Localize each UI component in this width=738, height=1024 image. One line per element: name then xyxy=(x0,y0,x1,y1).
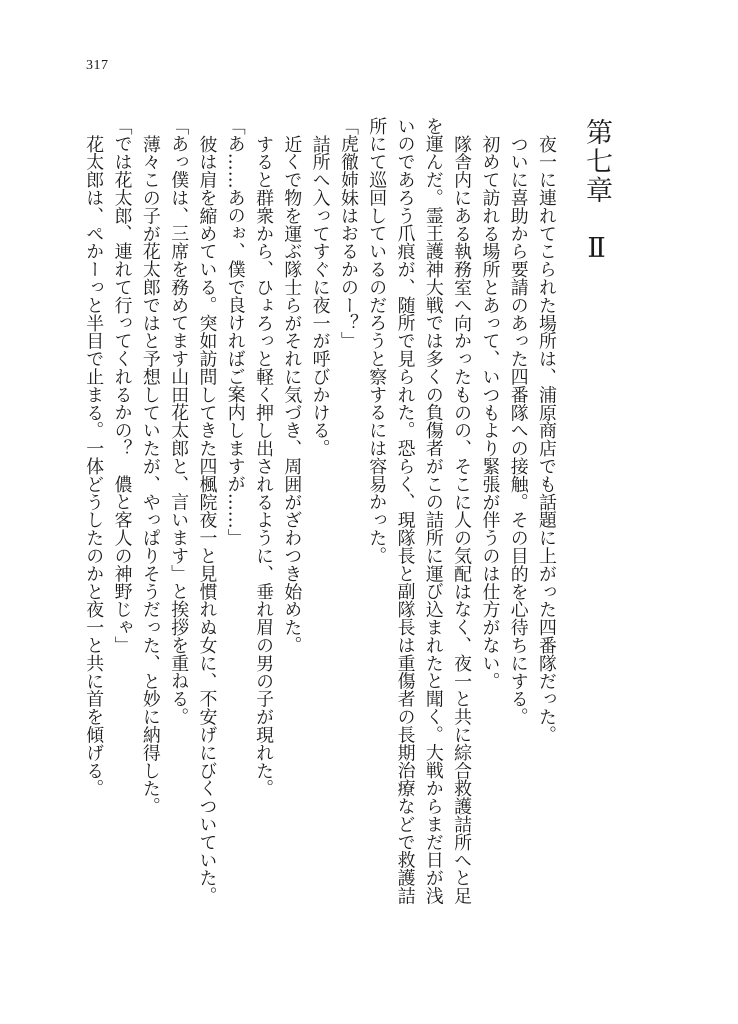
text-line: 薄々この子が花太郎ではと予想していたが、やっぱりそうだった、と妙に納得した。 xyxy=(139,134,161,816)
text-line: 夜一に連れてこられた場所は、浦原商店でも話題に上がった四番隊だった。 xyxy=(536,134,557,744)
text-line: 彼は肩を縮めている。突如訪問してきた四楓院夜一と見慣れぬ女に、不安げにびくついていた。 xyxy=(196,134,218,905)
text-line: 近くで物を運ぶ隊士らがそれに気づき、周囲がざわつき始めた。 xyxy=(281,134,303,654)
text-line: 隊舎内にある執務室へ向かったものの、そこに人の気配はなく、夜一と共に綜合救護詰所へと足 xyxy=(451,134,473,905)
body-text xyxy=(79,117,560,905)
text-line: を運んだ。霊王護神大戦では多くの負傷者がこの詰所に運び込まれたと聞く。大戦からまだ日が浅 xyxy=(422,117,444,905)
chapter-title: 第七章 xyxy=(581,118,612,205)
text-line: すると群衆から、ひょろっと軽く押し出されるように、垂れ眉の男の子が現れた。 xyxy=(253,134,275,798)
text-line: ついに喜助から要請のあった四番隊への接触。その目的を心待ちにする。 xyxy=(507,134,529,726)
dialogue-line: 「では花太郎、連れて行ってくれるかの？ 儂と客人の神野じゃ」 xyxy=(111,117,133,654)
text-line: 初めて訪れる場所とあって、いつもより緊張が伴うのは仕方がない。 xyxy=(479,134,501,690)
dialogue-line: 「あっ僕は、三席を務めてます山田花太郎と、言います」と挨拶を重ねる。 xyxy=(168,117,190,726)
text-line: 花太郎は、ぺかーっと半目で止まる。一体どうしたのかと夜一と共に首を傾げる。 xyxy=(83,134,105,798)
chapter-numeral: Ⅱ xyxy=(581,233,612,266)
dialogue-line: 「虎徹姉妹はおるかのー？」 xyxy=(337,117,359,350)
text-line: いのであろう爪痕が、随所で見られた。恐らく、現隊長と副隊長は重傷者の長期治療などで救護詰 xyxy=(394,117,416,905)
dialogue-line: 「あ……あのぉ、僕で良ければご案内しますが……」 xyxy=(224,117,246,547)
chapter-heading xyxy=(578,118,614,266)
text-line: 所にて巡回しているのだろうと察するには容易かった。 xyxy=(366,117,388,565)
page-number: 317 xyxy=(86,58,109,73)
text-line: 詰所へ入ってすぐに夜一が呼びかける。 xyxy=(309,134,331,458)
